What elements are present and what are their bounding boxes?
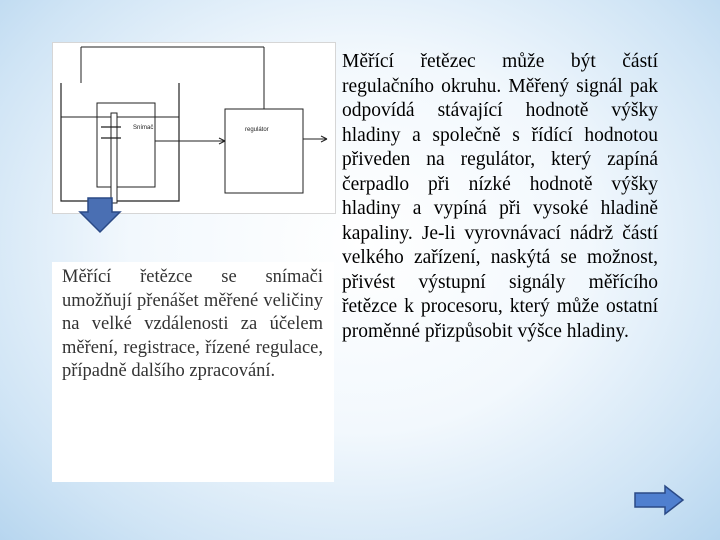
- tank-outline: [61, 83, 179, 201]
- sensor-label: Snímač: [133, 125, 154, 131]
- diagram-drawing: [53, 43, 335, 213]
- right-paragraph: Měřící řetězec může být částí regulačního okruhu. Měřený signál pak odpovídá stávající hodnotě výšky hladiny a společně s řídící hodnotou přiveden na regulátor, který zapíná čerpadlo při nízké hodnotě výšky hladiny a vypíná při vysoké hladině kapaliny. Je-li vyrovnávací nádrž částí velkého zařízení, naskýtá se možnost, přivést výstupní signály měřícího řetězce k procesoru, který může ostatní proměnné přizpůsobit výšce hladiny.: [342, 51, 658, 342]
- level-measurement-diagram: [52, 42, 336, 214]
- left-text-panel: [52, 262, 334, 482]
- regulator-label: regulátor: [245, 127, 269, 133]
- inner-sensor-frame: [97, 103, 155, 187]
- left-paragraph: Měřící řetězce se snímači umožňují přenášet měřené veličiny na velké vzdálenosti za účelem měření, registrace, řízené regulace, případně dalšího zpracování.: [62, 267, 323, 382]
- right-arrow-icon: [635, 486, 683, 514]
- regulator-box: [225, 109, 303, 193]
- down-arrow-icon: [78, 196, 122, 234]
- next-slide-button[interactable]: [633, 484, 685, 516]
